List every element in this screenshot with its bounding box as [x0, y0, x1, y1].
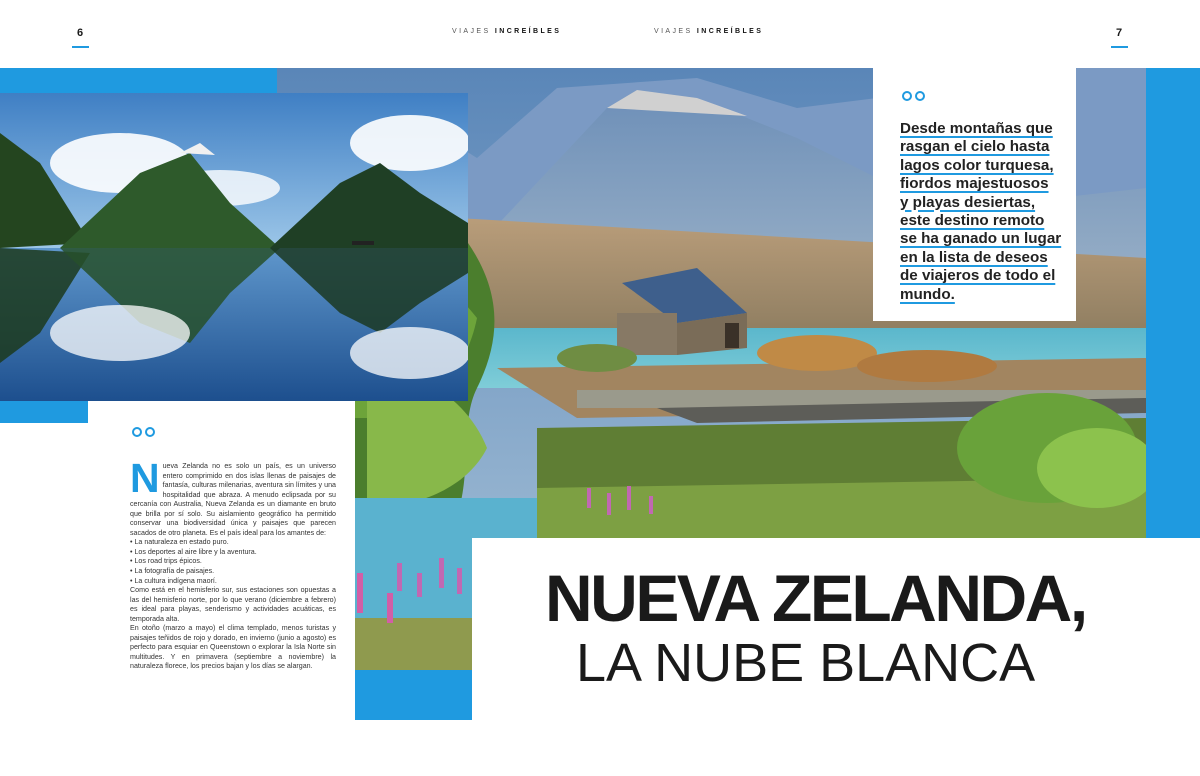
quote-line: este destino remoto — [900, 212, 1045, 230]
article-title: NUEVA ZELANDA, — [545, 561, 1086, 635]
list-item: • La cultura indígena maorí. — [130, 576, 217, 585]
page-number-underline-left — [72, 46, 89, 48]
article-panel — [88, 401, 355, 776]
article-body — [130, 455, 336, 672]
article-paragraph: En otoño (marzo a mayo) el clima templado, menos turistas y paisajes teñidos de rojo y dorado, en invierno (junio a agosto) es perfecto para esquiar en Queenstown o explorar la Isla Norte sin multitudes. Y en primavera (septiembre a noviembre) la naturaleza florece, los precios bajan y los días se alargan. — [130, 624, 336, 671]
article-quote-marks-icon — [132, 427, 155, 437]
page-number-left: 6 — [77, 27, 84, 39]
accent-block-bottom — [355, 670, 472, 720]
running-header-brand: INCREÍBLES — [696, 28, 764, 35]
quote-line: en la lista de deseos — [900, 248, 1048, 266]
page-number-underline-right — [1111, 46, 1128, 48]
quote-line: de viajeros de todo el — [900, 267, 1056, 285]
article-subtitle: LA NUBE BLANCA — [576, 633, 1036, 693]
list-item: • La naturaleza en estado puro. — [130, 538, 229, 547]
pull-quote — [873, 68, 1076, 321]
drop-cap: N — [130, 455, 160, 501]
running-header-left — [452, 28, 561, 35]
running-header-brand: INCREÍBLES — [494, 28, 562, 35]
pull-quote-text — [900, 120, 1065, 304]
running-header-right — [654, 28, 763, 35]
running-header-prefix: VIAJES — [654, 28, 693, 35]
accent-block-right — [1146, 68, 1200, 538]
quote-line: Desde montañas que — [900, 120, 1053, 137]
article-intro: ueva Zelanda no es solo un país, es un universo entero comprimido en dos islas llenas de paisajes de fantasía, culturas milenarias, aventura sin límites y una hospitalidad que abraza. A menudo eclipsada por su cercanía con Australia, Nueva Zelanda es un diamante en bruto que brilla por sí solo. Su aislamiento geográfico ha permitido conservar una biodiversidad única y paisajes que parecen sacados de otro planeta. Es el país ideal para los amantes de: — [130, 462, 336, 537]
accent-block-mid-left — [0, 401, 88, 423]
list-item: • La fotografía de paisajes. — [130, 567, 215, 576]
list-item: • Los deportes al aire libre y la aventura. — [130, 547, 257, 556]
page-number-right: 7 — [1116, 27, 1123, 39]
article-paragraph: Como está en el hemisferio sur, sus estaciones son opuestas a las del hemisferio norte, por lo que verano (diciembre a febrero) es ideal para playas, senderismo y actividades acuáticas, es temporada alta. — [130, 586, 336, 623]
accent-block-top-left — [0, 68, 277, 93]
milford-sound-photo — [0, 93, 468, 401]
quote-line: se ha ganado un lugar — [900, 230, 1062, 248]
list-item: • Los road trips épicos. — [130, 557, 202, 566]
quote-line: mundo. — [900, 285, 955, 303]
quote-marks-icon — [902, 91, 925, 101]
title-panel — [472, 538, 1200, 776]
running-header-prefix: VIAJES — [452, 28, 491, 35]
quote-line: fiordos majestuosos — [900, 175, 1049, 193]
quote-line: rasgan el cielo hasta — [900, 138, 1050, 156]
quote-line: y playas desiertas, — [900, 193, 1036, 211]
quote-line: lagos color turquesa, — [900, 156, 1054, 174]
